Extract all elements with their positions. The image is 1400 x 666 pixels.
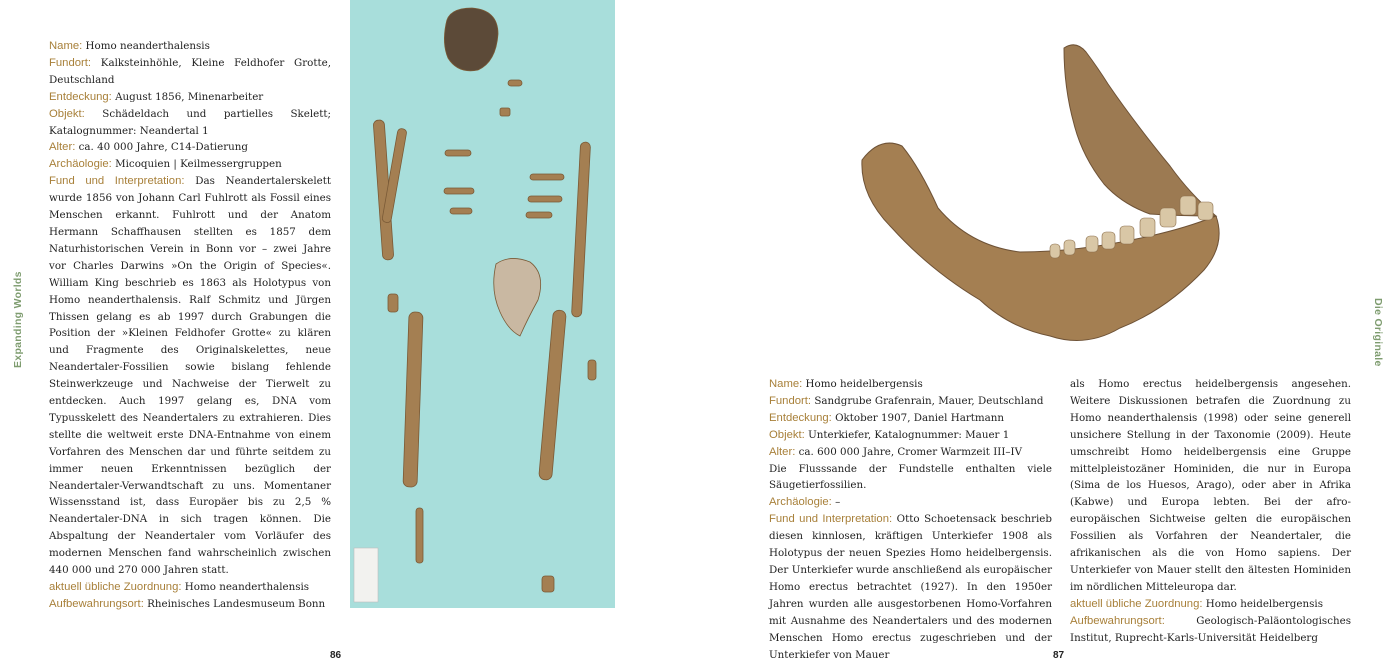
fundort-value: Kalksteinhöhle, Kleine Feldhofer Grotte, Deutschland	[49, 56, 331, 86]
fundort-label: Fundort:	[769, 394, 812, 407]
name-label: Name:	[769, 378, 803, 390]
aufbewahrung-label: Aufbewahrungsort:	[49, 597, 144, 610]
name-label: Name:	[49, 40, 83, 52]
neanderthal-skeleton-photo	[350, 0, 615, 608]
side-label-right: Die Originale	[1372, 298, 1384, 367]
bone-fragment-4	[388, 294, 398, 312]
bone-fragment-2	[500, 108, 510, 116]
alter-value: ca. 40 000 Jahre, C14-Datierung	[75, 141, 249, 154]
entdeckung-value: Oktober 1907, Daniel Hartmann	[831, 411, 1005, 424]
alter-label: Alter:	[49, 141, 76, 154]
zuordnung-value: Homo neanderthalensis	[181, 581, 310, 593]
fund-value-part-2: als Homo erectus heidelbergensis angesehen. Weitere Diskussionen betrafen die Zuordnung zu Homo neanderthalensis (1998) oder seine generell unsichere Stellung in der Taxonomie (2009). Heute umschreibt Homo heidelbergensis eine Gruppe mittelpleistozäner Hominiden, die nur in Europa (Sima de los Huesos, Arago), oder aber in Afrika (Kabwe) und Europa lebten. Bei der afro-europäischen Sichtweise gelten die europäischen Fossilien als Vorfahren der Neandertaler, die afrikanischen als die von Homo sapiens. Der Unterkiefer von Mauer stellt den ältesten Hominiden im nördlichen Mitteleuropa dar.	[1070, 378, 1351, 593]
objekt-value: Unterkiefer, Katalognummer: Mauer 1	[804, 428, 1010, 441]
objekt-label: Objekt:	[49, 107, 85, 120]
aufbewahrung-value: Geologisch-Paläontologisches Institut, Ruprecht-Karls-Universität Heidelberg	[1070, 614, 1351, 644]
objekt-value: Schädeldach und partielles Skelett; Katalognummer: Neandertal 1	[49, 107, 331, 137]
left-entry-text	[49, 38, 331, 613]
fund-row	[769, 511, 1052, 663]
bone-fragment-3	[588, 360, 596, 380]
archaeologie-label: Archäologie:	[49, 158, 112, 171]
alter-value: ca. 600 000 Jahre, Cromer Warmzeit III–IV	[795, 445, 1023, 458]
aufbewahrung-value: Rheinisches Landesmuseum Bonn	[143, 597, 326, 610]
name-value: Homo heidelbergensis	[802, 378, 923, 390]
zuordnung-value: Homo heidelbergensis	[1202, 597, 1323, 610]
archaeologie-row	[769, 494, 1052, 511]
rib-1	[445, 150, 471, 156]
name-row	[769, 376, 1052, 393]
objekt-row	[769, 427, 1052, 444]
aufbewahrung-row	[1070, 613, 1351, 647]
entdeckung-label: Entdeckung:	[49, 90, 112, 103]
fragment-bottom	[542, 576, 554, 592]
fund-label: Fund und Interpretation:	[49, 175, 185, 188]
fund-value: Das Neandertalerskelett wurde 1856 von Johann Carl Fuhlrott als Fossil eines Menschen erkannt. Fuhlrott und der Anatom Hermann Schaffhausen stellten es 1857 dem Naturhistorischen Verein in Bonn vor – zwei Jahre vor Charles Darwins »On the Origin of Species«. William King beschrieb es 1863 als Holotypus von Homo neanderthalensis. Ralf Schmitz und Jürgen Thissen gelang es ab 1997 durch Grabungen die Position der »Kleinen Feldhofer Grotte« zu klären und Fragmente des Originalskelettes, neue Neandertaler-Fossilien sowie bislang fehlende Steinwerkzeuge und Nachweise der Tierwelt zu entdecken. Auch 1997 gelang es, DNA vom Typusskelett des Neandertalers zu extrahieren. Dies stellte die weltweit erste DNA-Entnahme von einem Vorfahren des Menschen dar und führte seitdem zu immer neuen Erkenntnissen bezüglich der Neandertaler-Verwandtschaft zu uns. Momentaner Wissensstand ist, dass Europäer bis zu 2,5 % Neandertaler-DNA in sich tragen können. Die Abspaltung der Neandertaler vom Vorläufer des modernen Menschen fand wahrscheinlich zwischen 440 000 und 270 000 Jahren statt.	[49, 175, 331, 577]
archaeologie-row	[49, 156, 331, 173]
skeleton-illustration	[350, 0, 615, 608]
mandible-illustration	[850, 38, 1230, 358]
zuordnung-label: aktuell übliche Zuordnung:	[1070, 597, 1203, 610]
fund-value-part-1: Otto Schoetensack beschrieb diesen kinnlosen, kräftigen Unterkiefer 1908 als Holotypus der neuen Spezies Homo heidelbergensis. Der Unterkiefer wurde anschließend als europäischer Homo erectus betrachtet (1927). In den 1950er Jahren wurden alle ausgestorbenen Homo-Vorfahren mit Ausnahme des Neandertalers und des modernen Menschen Homo erectus zugeschrieben und der Unterkiefer von Mauer	[769, 513, 1052, 661]
right-entry-text-column-2	[1070, 376, 1351, 647]
objekt-label: Objekt:	[769, 428, 805, 441]
alter-row	[769, 444, 1052, 461]
rib-4	[526, 212, 552, 218]
pelvis	[494, 258, 541, 336]
side-label-left: Expanding Worlds	[12, 271, 24, 368]
rib-2	[530, 174, 564, 180]
femur-left	[403, 312, 423, 487]
name-value: Homo neanderthalensis	[82, 40, 210, 52]
rib-3	[528, 196, 562, 202]
skull-cap	[444, 8, 498, 71]
entdeckung-label: Entdeckung:	[769, 411, 832, 424]
mauer-mandible-photo	[850, 38, 1230, 358]
fundort-label: Fundort:	[49, 56, 92, 69]
rib-6	[450, 208, 472, 214]
archaeologie-value: –	[831, 496, 841, 509]
femur-right	[539, 310, 567, 480]
page-number-right: 87	[1053, 650, 1065, 661]
fundort-row	[49, 55, 331, 89]
entdeckung-value: August 1856, Minenarbeiter	[111, 90, 264, 103]
bone-fragment-1	[508, 80, 522, 86]
page-number-left: 86	[330, 650, 342, 661]
arm-bone-right	[571, 142, 590, 317]
archaeologie-label: Archäologie:	[769, 496, 832, 509]
archaeologie-value: Micoquien | Keilmessergruppen	[111, 158, 282, 171]
aufbewahrung-label: Aufbewahrungsort:	[1070, 614, 1165, 627]
zuordnung-label: aktuell übliche Zuordnung:	[49, 581, 182, 593]
alter-label: Alter:	[769, 445, 796, 458]
museum-label-card	[354, 548, 378, 602]
objekt-row	[49, 106, 331, 140]
zuordnung-row	[49, 579, 331, 596]
alter-note: Die Flusssande der Fundstelle enthalten viele Säugetierfossilien.	[769, 462, 1052, 492]
aufbewahrung-row	[49, 596, 331, 613]
fund-label: Fund und Interpretation:	[769, 513, 893, 526]
mandible-ramus	[1064, 45, 1216, 216]
fundort-row	[769, 393, 1052, 410]
zuordnung-row	[1070, 596, 1351, 613]
entdeckung-row	[769, 410, 1052, 427]
fund-row	[49, 173, 331, 579]
fragment-lower	[416, 508, 423, 563]
alter-row	[49, 139, 331, 156]
entdeckung-row	[49, 89, 331, 106]
fundort-value: Sandgrube Grafenrain, Mauer, Deutschland	[811, 394, 1044, 407]
right-entry-text-column-1	[769, 376, 1052, 663]
rib-5	[444, 188, 474, 194]
name-row	[49, 38, 331, 55]
